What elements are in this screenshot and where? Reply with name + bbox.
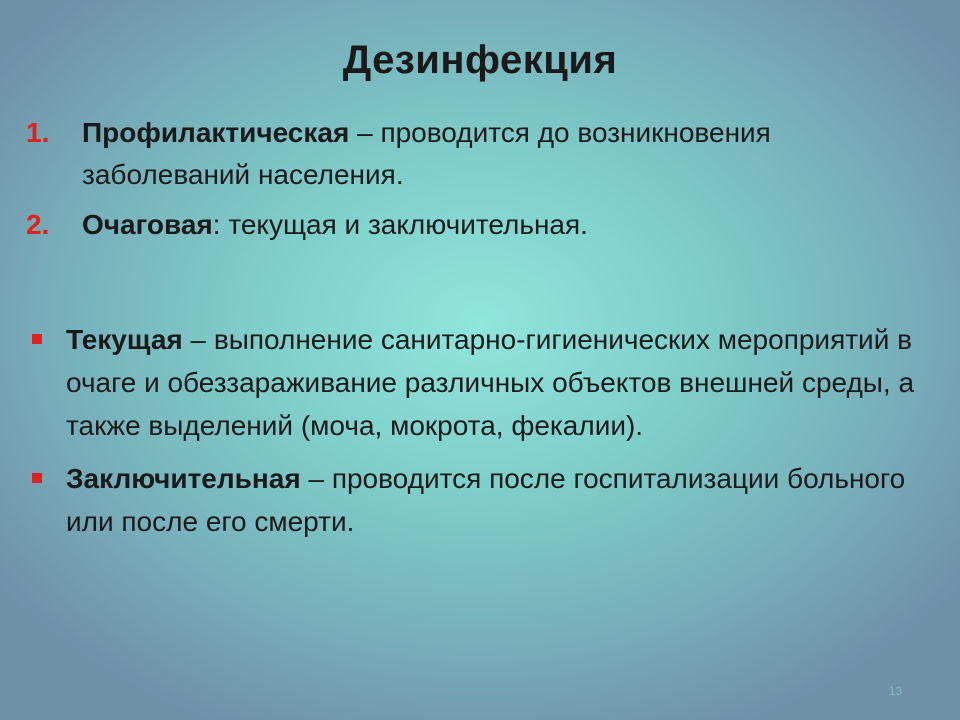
item-term: Текущая: [66, 324, 183, 355]
numbered-item-1: [26, 112, 936, 196]
slide-title: Дезинфекция: [342, 38, 618, 82]
page-number: 13: [888, 684, 902, 698]
square-bullet-icon: [32, 334, 42, 344]
number-marker: 1.: [26, 117, 50, 148]
bullet-item-2: [32, 457, 932, 543]
numbered-list: [26, 112, 936, 254]
item-text: – проводится до возникновения заболеваний населения.: [82, 117, 771, 190]
item-term: Очаговая: [82, 209, 213, 240]
item-text: – выполнение санитарно-гигиенических мероприятий в очаге и обеззараживание различных объектов внешней среды, а также выделений (моча, мокрота, фекалии).: [66, 324, 915, 441]
item-term: Профилактическая: [82, 117, 350, 148]
item-text: : текущая и заключительная.: [212, 209, 588, 240]
bullet-list: [32, 318, 932, 553]
item-term: Заключительная: [66, 463, 301, 494]
numbered-item-2: [26, 204, 936, 246]
square-bullet-icon: [32, 473, 42, 483]
number-marker: 2.: [26, 209, 50, 240]
item-text: – проводится после госпитализации больного или после его смерти.: [66, 463, 906, 537]
bullet-item-1: [32, 318, 932, 447]
